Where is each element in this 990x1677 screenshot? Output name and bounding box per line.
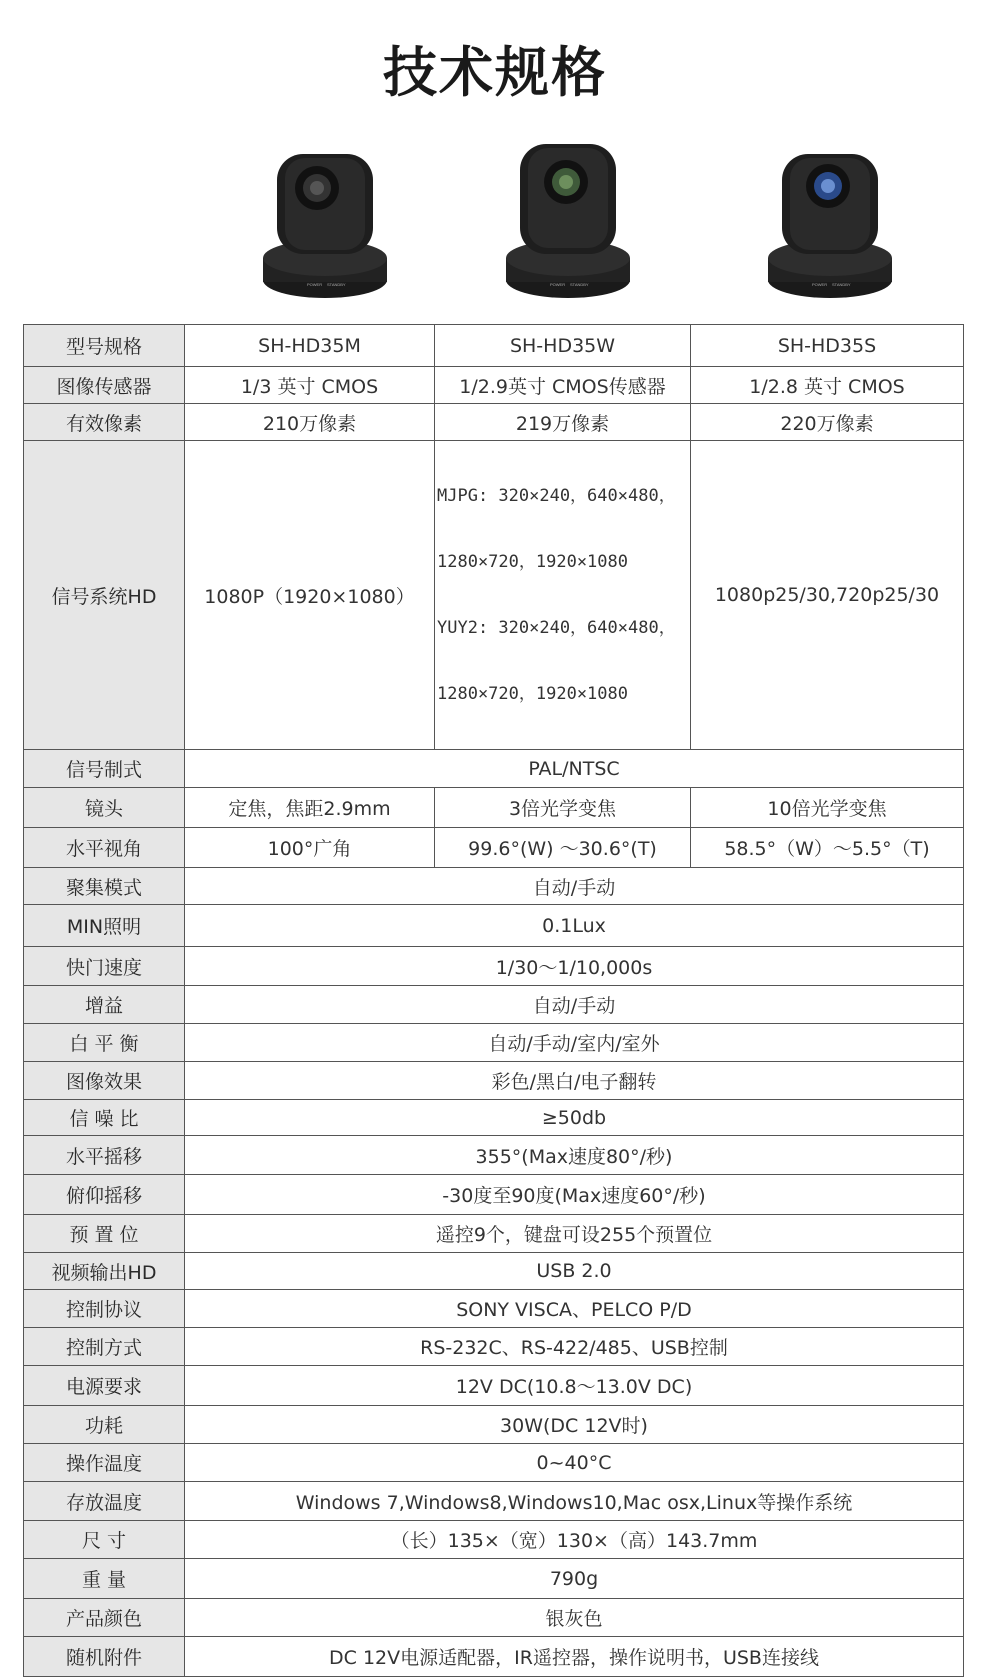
spec-label: 型号规格 bbox=[24, 325, 185, 367]
spec-label: 镜头 bbox=[24, 788, 185, 828]
spec-value-hd35m: 1080P（1920×1080） bbox=[185, 441, 435, 750]
spec-value-hd35s: 1080p25/30,720p25/30 bbox=[691, 441, 964, 750]
power-label: POWER bbox=[307, 282, 323, 287]
spec-label: 白 平 衡 bbox=[24, 1024, 185, 1062]
page-title: 技术规格 bbox=[383, 41, 607, 104]
standby-label: STANDBY bbox=[832, 282, 851, 287]
ptz-camera-sh-hd35m-icon bbox=[255, 140, 395, 305]
spec-row-accessories bbox=[24, 1637, 964, 1677]
spec-row-signal-hd bbox=[24, 441, 964, 750]
spec-label: 水平视角 bbox=[24, 828, 185, 868]
spec-label: 操作温度 bbox=[24, 1444, 185, 1482]
spec-value: Windows 7,Windows8,Windows10,Mac osx,Linux等操作系统 bbox=[185, 1482, 964, 1521]
spec-value-hd35w: 99.6°(W) ～30.6°(T) bbox=[435, 828, 691, 868]
spec-row-model bbox=[24, 325, 964, 367]
spec-value: 银灰色 bbox=[185, 1599, 964, 1637]
spec-label: 预 置 位 bbox=[24, 1215, 185, 1253]
spec-row-preset bbox=[24, 1215, 964, 1253]
spec-row-shutter bbox=[24, 947, 964, 986]
spec-label: 控制方式 bbox=[24, 1328, 185, 1366]
spec-value: 0~40°C bbox=[185, 1444, 964, 1482]
spec-row-min-illum bbox=[24, 905, 964, 947]
spec-value: PAL/NTSC bbox=[185, 750, 964, 788]
spec-value: 自动/手动/室内/室外 bbox=[185, 1024, 964, 1062]
spec-row-control bbox=[24, 1328, 964, 1366]
spec-row-lens bbox=[24, 788, 964, 828]
spec-value: （长）135×（宽）130×（高）143.7mm bbox=[185, 1521, 964, 1559]
spec-value: 彩色/黑白/电子翻转 bbox=[185, 1062, 964, 1100]
spec-label: 快门速度 bbox=[24, 947, 185, 986]
spec-label: 信 噪 比 bbox=[24, 1100, 185, 1136]
spec-label: 随机附件 bbox=[24, 1637, 185, 1677]
spec-value: 自动/手动 bbox=[185, 986, 964, 1024]
spec-value-hd35m: 1/3 英寸 CMOS bbox=[185, 367, 435, 404]
signal-line: YUY2: 320×240，640×480， bbox=[437, 618, 676, 638]
spec-value-hd35s: SH-HD35S bbox=[691, 325, 964, 367]
spec-value: 30W(DC 12V时) bbox=[185, 1406, 964, 1444]
spec-value: 自动/手动 bbox=[185, 868, 964, 905]
spec-row-protocol bbox=[24, 1290, 964, 1328]
spec-row-color bbox=[24, 1599, 964, 1637]
spec-value-hd35s: 10倍光学变焦 bbox=[691, 788, 964, 828]
spec-row-storage-temp bbox=[24, 1482, 964, 1521]
spec-label: 功耗 bbox=[24, 1406, 185, 1444]
spec-row-power bbox=[24, 1366, 964, 1406]
ptz-camera-sh-hd35s-icon bbox=[760, 140, 900, 305]
spec-row-sensor bbox=[24, 367, 964, 404]
spec-label: MIN照明 bbox=[24, 905, 185, 947]
spec-value: 1/30～1/10,000s bbox=[185, 947, 964, 986]
spec-label: 电源要求 bbox=[24, 1366, 185, 1406]
spec-value-hd35w: 1/2.9英寸 CMOS传感器 bbox=[435, 367, 691, 404]
spec-label: 信号系统HD bbox=[24, 441, 185, 750]
spec-row-signal-format bbox=[24, 750, 964, 788]
spec-value-hd35s: 58.5°（W）～5.5°（T) bbox=[691, 828, 964, 868]
spec-value-hd35w: 219万像素 bbox=[435, 404, 691, 441]
spec-value-hd35w bbox=[435, 441, 691, 750]
spec-row-tilt bbox=[24, 1175, 964, 1215]
spec-label: 信号制式 bbox=[24, 750, 185, 788]
spec-row-pixels bbox=[24, 404, 964, 441]
standby-label: STANDBY bbox=[327, 282, 346, 287]
spec-row-consumption bbox=[24, 1406, 964, 1444]
spec-value-hd35w: 3倍光学变焦 bbox=[435, 788, 691, 828]
spec-label: 水平摇移 bbox=[24, 1136, 185, 1175]
spec-value: ≥50db bbox=[185, 1100, 964, 1136]
spec-row-weight bbox=[24, 1559, 964, 1599]
spec-value-hd35s: 1/2.8 英寸 CMOS bbox=[691, 367, 964, 404]
spec-value-hd35m: 100°广角 bbox=[185, 828, 435, 868]
spec-value: DC 12V电源适配器，IR遥控器，操作说明书，USB连接线 bbox=[185, 1637, 964, 1677]
spec-label: 图像效果 bbox=[24, 1062, 185, 1100]
spec-value: 355°(Max速度80°/秒) bbox=[185, 1136, 964, 1175]
spec-value: -30度至90度(Max速度60°/秒) bbox=[185, 1175, 964, 1215]
spec-value: 遥控9个，键盘可设255个预置位 bbox=[185, 1215, 964, 1253]
signal-line: MJPG: 320×240，640×480， bbox=[437, 486, 676, 506]
spec-label: 重 量 bbox=[24, 1559, 185, 1599]
ptz-camera-sh-hd35w-icon bbox=[498, 140, 638, 305]
spec-row-pan bbox=[24, 1136, 964, 1175]
spec-row-gain bbox=[24, 986, 964, 1024]
spec-value: 790g bbox=[185, 1559, 964, 1599]
spec-value: 0.1Lux bbox=[185, 905, 964, 947]
signal-line: 1280×720，1920×1080 bbox=[437, 552, 628, 572]
spec-value: SONY VISCA、PELCO P/D bbox=[185, 1290, 964, 1328]
spec-row-op-temp bbox=[24, 1444, 964, 1482]
spec-row-wb bbox=[24, 1024, 964, 1062]
spec-row-size bbox=[24, 1521, 964, 1559]
spec-row-hfov bbox=[24, 828, 964, 868]
spec-label: 图像传感器 bbox=[24, 367, 185, 404]
spec-table bbox=[23, 324, 964, 1677]
spec-row-video-out bbox=[24, 1253, 964, 1290]
spec-value-hd35s: 220万像素 bbox=[691, 404, 964, 441]
spec-value-hd35w: SH-HD35W bbox=[435, 325, 691, 367]
spec-label: 视频输出HD bbox=[24, 1253, 185, 1290]
spec-label: 存放温度 bbox=[24, 1482, 185, 1521]
spec-label: 俯仰摇移 bbox=[24, 1175, 185, 1215]
spec-value-hd35m: 定焦，焦距2.9mm bbox=[185, 788, 435, 828]
power-label: POWER bbox=[550, 282, 566, 287]
power-label: POWER bbox=[812, 282, 828, 287]
spec-value-hd35m: SH-HD35M bbox=[185, 325, 435, 367]
standby-label: STANDBY bbox=[570, 282, 589, 287]
spec-label: 有效像素 bbox=[24, 404, 185, 441]
spec-label: 尺 寸 bbox=[24, 1521, 185, 1559]
spec-row-snr bbox=[24, 1100, 964, 1136]
spec-value: RS-232C、RS-422/485、USB控制 bbox=[185, 1328, 964, 1366]
spec-row-focus bbox=[24, 868, 964, 905]
spec-value-hd35m: 210万像素 bbox=[185, 404, 435, 441]
spec-value: 12V DC(10.8～13.0V DC) bbox=[185, 1366, 964, 1406]
spec-label: 增益 bbox=[24, 986, 185, 1024]
spec-label: 聚集模式 bbox=[24, 868, 185, 905]
spec-label: 产品颜色 bbox=[24, 1599, 185, 1637]
spec-label: 控制协议 bbox=[24, 1290, 185, 1328]
spec-row-effect bbox=[24, 1062, 964, 1100]
spec-value: USB 2.0 bbox=[185, 1253, 964, 1290]
signal-line: 1280×720，1920×1080 bbox=[437, 684, 628, 704]
